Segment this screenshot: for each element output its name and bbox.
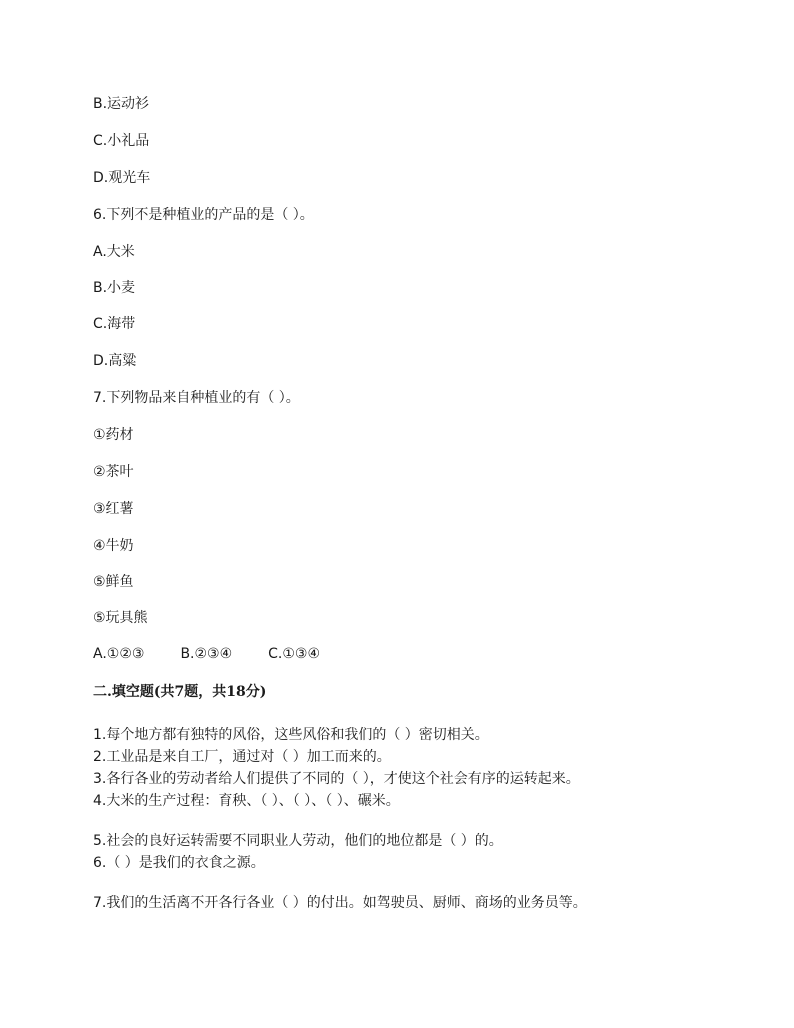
fill-question-5: 5.社会的良好运转需要不同职业人劳动，他们的地位都是（ ）的。	[93, 833, 503, 849]
q6-option-a: A.大米	[93, 244, 135, 260]
q7-item-4: ④牛奶	[93, 538, 134, 554]
q5-option-b: B.运动衫	[93, 96, 150, 112]
q7-item-2: ②茶叶	[93, 464, 134, 480]
q6-stem: 6.下列不是种植业的产品的是（ ）。	[93, 207, 314, 223]
q7-item-5: ⑤鲜鱼	[93, 574, 134, 590]
q6-option-b: B.小麦	[93, 280, 136, 296]
q6-option-d: D.高粱	[93, 353, 137, 369]
q5-option-d: D.观光车	[93, 170, 151, 186]
q6-option-c: C.海带	[93, 316, 136, 332]
q7-item-1: ①药材	[93, 427, 134, 443]
fill-question-4: 4.大米的生产过程：育秧、（ ）、（ ）、（ ）、碾米。	[93, 793, 400, 809]
fill-question-1: 1.每个地方都有独特的风俗，这些风俗和我们的（ ）密切相关。	[93, 727, 489, 743]
fill-question-7: 7.我们的生活离不开各行各业（ ）的付出。如驾驶员、厨师、商场的业务员等。	[93, 895, 587, 911]
q7-item-6: ⑤玩具熊	[93, 610, 148, 626]
q7-item-3: ③红薯	[93, 501, 134, 517]
q7-choice-a: A.①②③	[93, 646, 145, 662]
q7-choices	[93, 645, 320, 663]
fill-question-6: 6.（ ）是我们的衣食之源。	[93, 855, 265, 871]
q5-option-c: C.小礼品	[93, 133, 150, 149]
q7-stem: 7.下列物品来自种植业的有（ ）。	[93, 390, 300, 406]
fill-question-2: 2.工业品是来自工厂，通过对（ ）加工而来的。	[93, 749, 391, 765]
section-heading: 二.填空题(共7题，共18分)	[93, 684, 267, 700]
fill-question-3: 3.各行各业的劳动者给人们提供了不同的（ ），才使这个社会有序的运转起来。	[93, 771, 580, 787]
q7-choice-c: C.①③④	[268, 646, 321, 662]
q7-choice-b: B.②③④	[180, 646, 233, 662]
